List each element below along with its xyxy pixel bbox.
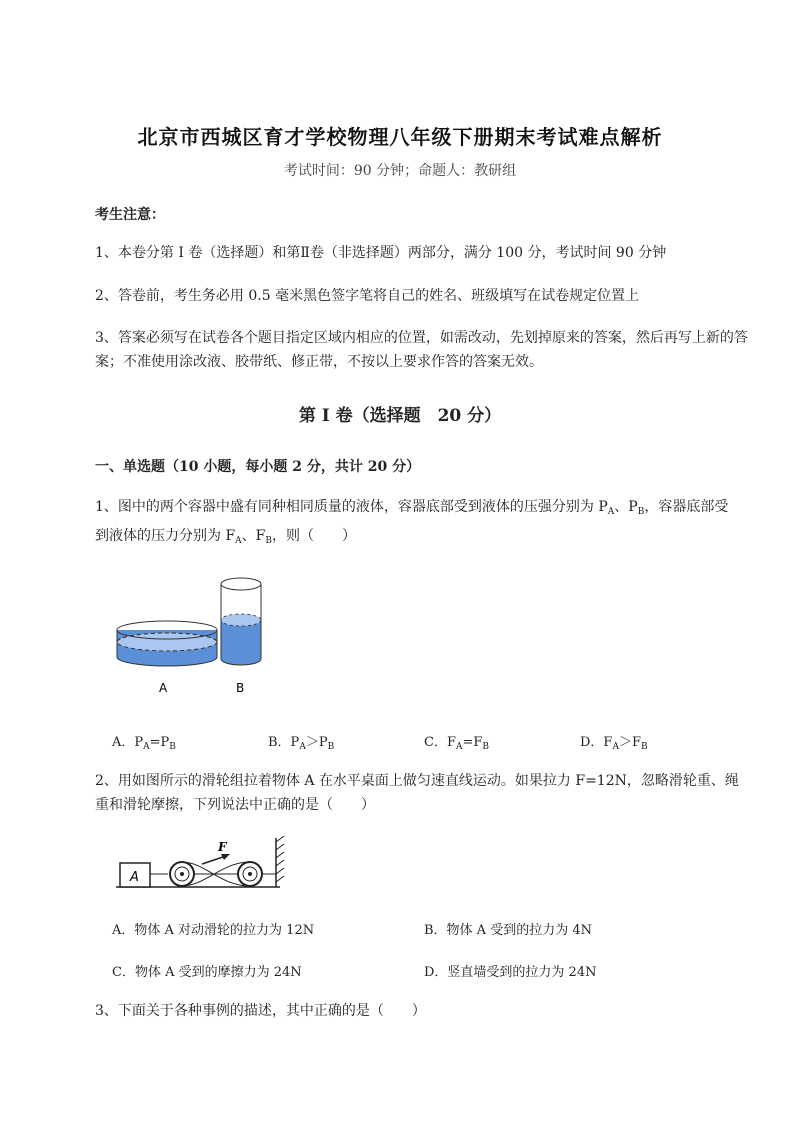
q1-line2-c: ，则（ ）: [272, 528, 357, 544]
q1-sub-a: A: [607, 507, 615, 517]
force-label: F: [218, 840, 227, 854]
q1-opt-c-mid: =F: [462, 735, 483, 750]
q1-opt-a-prefix: A．P: [112, 735, 144, 750]
q1-line2-b: 、F: [241, 528, 266, 544]
q1-line2-sub-b: B: [265, 536, 273, 546]
page-title: 北京市西城区育才学校物理八年级下册期末考试难点解析: [137, 125, 663, 149]
q2-option-b[interactable]: B．物体 A 受到的拉力为 4N: [424, 923, 592, 938]
q2-option-a[interactable]: A．物体 A 对动滑轮的拉力为 12N: [112, 923, 315, 938]
container-a: [117, 621, 217, 666]
notice-heading: 考生注意：: [95, 207, 165, 223]
moving-pulley: [170, 862, 194, 886]
q1-opt-d-prefix: D．F: [580, 735, 613, 750]
block-a-label: A: [130, 870, 139, 885]
q1-sub-b: B: [637, 507, 645, 517]
q2-option-c[interactable]: C．物体 A 受到的摩擦力为 24N: [112, 965, 302, 980]
q1-opt-b-sub1: A: [299, 742, 306, 752]
q1-opt-b-prefix: B．P: [268, 735, 300, 750]
q1-text-b: 、P: [614, 499, 638, 515]
question-3-text: 3、下面关于各种事例的描述，其中正确的是（ ）: [95, 1003, 426, 1019]
notice-item-1: 1、本卷分第 I 卷（选择题）和第Ⅱ卷（非选择题）两部分，满分 100 分，考试时间 90 分钟: [95, 245, 667, 261]
q1-opt-a-sub1: A: [143, 742, 150, 752]
exam-info: 考试时间：90 分钟；命题人：教研组: [283, 163, 517, 179]
q1-containers-figure: [105, 572, 275, 702]
q1-opt-c-sub2: B: [482, 742, 490, 752]
q2-option-d[interactable]: D．竖直墙受到的拉力为 24N: [424, 965, 597, 980]
q1-line2-a: 到液体的压力分别为 F: [95, 528, 236, 544]
part-heading: 一、单选题（10 小题，每小题 2 分，共计 20 分）: [95, 459, 421, 475]
q1-text-a: 1、图中的两个容器中盛有同种相同质量的液体，容器底部受到液体的压强分别为 P: [95, 499, 608, 515]
q1-opt-b-sub2: B: [327, 742, 335, 752]
q2-pulley-figure: [110, 836, 290, 898]
notice-item-3: 3、答案必须写在试卷各个题目指定区域内相应的位置，如需改动，先划掉原来的答案，然后再写上新的答案；不准使用涂改液、胶带纸、修正带，不按以上要求作答的答案无效。: [95, 330, 748, 370]
q1-opt-a-sub2: B: [169, 742, 176, 752]
question-1-text: [95, 495, 755, 553]
container-a-label: A: [159, 681, 168, 695]
container-b-label: B: [236, 681, 245, 695]
q1-option-c[interactable]: [424, 731, 489, 752]
fixed-pulley: [238, 862, 276, 886]
q1-option-d[interactable]: [580, 731, 648, 752]
q1-line2-sub-a: A: [235, 536, 242, 546]
q1-opt-c-sub1: A: [455, 742, 463, 752]
notice-item-2: 2、答卷前，考生务必用 0.5 毫米黑色签字笔将自己的姓名、班级填写在试卷规定位置上: [95, 288, 640, 304]
q1-opt-d-sub2: B: [640, 742, 648, 752]
q2-line2: 重和滑轮摩擦，下列说法中正确的是（ ）: [95, 797, 375, 813]
q1-opt-c-prefix: C．F: [424, 735, 456, 750]
wall: [276, 836, 284, 887]
q1-option-a[interactable]: [112, 731, 176, 752]
q1-opt-d-sub1: A: [612, 742, 619, 752]
q1-opt-b-mid: ＞P: [305, 735, 328, 750]
q2-line1: 2、用如图所示的滑轮组拉着物体 A 在水平桌面上做匀速直线运动。如果拉力 F=12N，忽略滑轮重、绳: [95, 773, 739, 789]
container-b: [221, 578, 261, 665]
q1-opt-d-mid: ＞F: [618, 735, 641, 750]
section-title: 第 I 卷（选择题 20 分）: [298, 406, 502, 426]
force-arrow: [202, 854, 230, 864]
q1-option-b[interactable]: [268, 731, 334, 752]
q1-text-c: ，容器底部受: [644, 499, 729, 515]
q1-opt-a-mid: =P: [149, 735, 170, 750]
question-2-text: [95, 769, 755, 817]
